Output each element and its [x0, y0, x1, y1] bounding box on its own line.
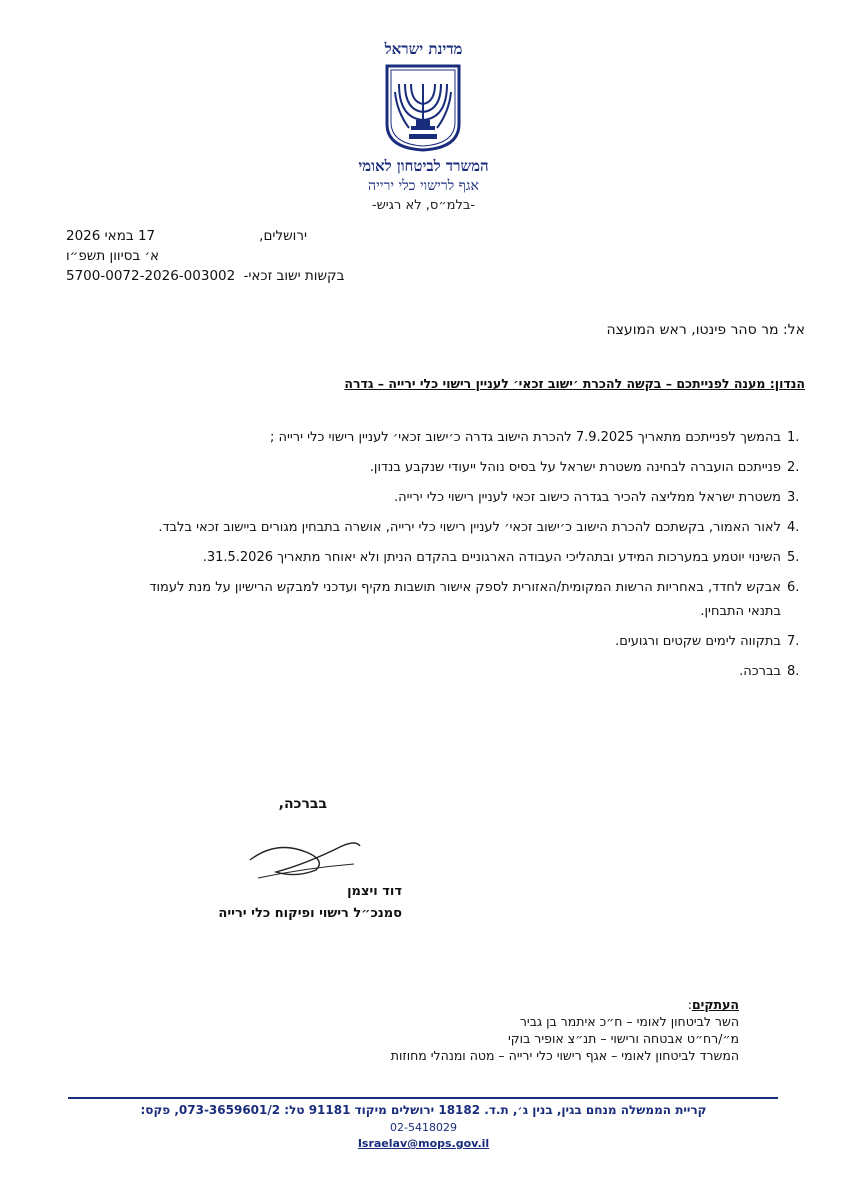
date-gregorian: 17 במאי 2026 — [66, 228, 156, 244]
closing-greeting: בברכה, — [278, 796, 327, 812]
signatory-name: דוד ויצמן — [347, 884, 402, 899]
classification-label: -בלמ״ס, לא רגיש- — [371, 198, 476, 213]
list-item: 2. פנייתכם הועברה לבחינה משטרת ישראל על בסיס נוהל ייעודי שנקבע בנדון. — [369, 460, 800, 475]
subject-line: הנדון: מענה לפנייתכם – בקשה להכרת ׳ישוב זכאי׳ לעניין רישוי כלי ירייה – גדרה — [344, 376, 805, 391]
department-name: אגף לרישוי כלי ירייה — [368, 178, 479, 194]
list-item: מ״/רח״ט אבטחה ורישוי – תנ״צ אופיר בוקי — [508, 1031, 739, 1046]
date-hebrew: א׳ בסיוון תשפ״ו — [66, 248, 160, 264]
footer-address: קריית הממשלה מנחם בגין, בנין ג׳, ת.ד. 18182 ירושלים מיקוד 91181 טל: 073-3659601/2, פקס: — [140, 1103, 707, 1117]
reference-number: 5700-0072-2026-003002 — [66, 268, 236, 284]
state-emblem-icon — [383, 62, 463, 152]
list-item: 5. השינוי יוטמע במערכות המידע ובתהליכי העבודה הארגוניים בהקדם הניתן ולא יאוחר מתאריך 31.5.2026. — [202, 550, 800, 565]
ministry-name: המשרד לביטחון לאומי — [358, 157, 489, 175]
addressee: אל: מר סהר פינטו, ראש המועצה — [606, 322, 805, 338]
list-item: 6. אבקש לחדד, באחריות הרשות המקומית/האזורית לספק אישור תושבות מקיף ועדכני למבקש הרישיון על מנת לעמוד בתנאי התבחין. — [149, 580, 800, 619]
copies-heading: העתקים — [691, 997, 739, 1012]
list-item: 7. בתקווה לימים שקטים ורגועים. — [615, 634, 800, 649]
body-list — [139, 426, 809, 690]
signatory-title: סמנכ״ל רישוי ופיקוח כלי ירייה — [218, 906, 402, 921]
reference-line — [66, 268, 344, 284]
list-item: המשרד לביטחון לאומי – אגף רישוי כלי ירייה – מטה ומנהלי מחוזות — [390, 1048, 739, 1063]
list-item: 1. בהמשך לפנייתכם מתאריך 7.9.2025 להכרת הישוב גדרה כ׳ישוב זכאי׳ לעניין רישוי כלי ירייה ; — [269, 430, 800, 445]
handwritten-signature — [246, 834, 366, 886]
list-item: 4. לאור האמור, בקשתכם להכרת הישוב כ׳ישוב זכאי׳ לעניין רישוי כלי ירייה, אושרה בתבחין מגורים ביישוב זכאי בלבד. — [158, 520, 800, 535]
footer-email-link[interactable]: Israelav@mops.gov.il — [357, 1137, 490, 1150]
copies-block: העתקים: השר לביטחון לאומי – ח״כ איתמר בן גביר מ״/רח״ט אבטחה ורישוי – תנ״צ אופיר בוקי המשרד לביטחון לאומי – אגף רישוי כלי ירייה – מטה ומנהלי מחוזות — [390, 997, 739, 1063]
city: ירושלים, — [259, 228, 307, 244]
footer-fax: 02-5418029 — [390, 1121, 457, 1134]
footer-divider — [68, 1097, 778, 1099]
reference-label: בקשות ישוב זכאי- — [243, 268, 345, 284]
list-item: 8. בברכה. — [739, 664, 800, 679]
state-name: מדינת ישראל — [384, 40, 463, 58]
list-item: השר לביטחון לאומי – ח״כ איתמר בן גביר — [519, 1014, 739, 1029]
list-item: 3. משטרת ישראל ממליצה להכיר בגדרה כישוב זכאי לעניין רישוי כלי ירייה. — [393, 490, 800, 505]
